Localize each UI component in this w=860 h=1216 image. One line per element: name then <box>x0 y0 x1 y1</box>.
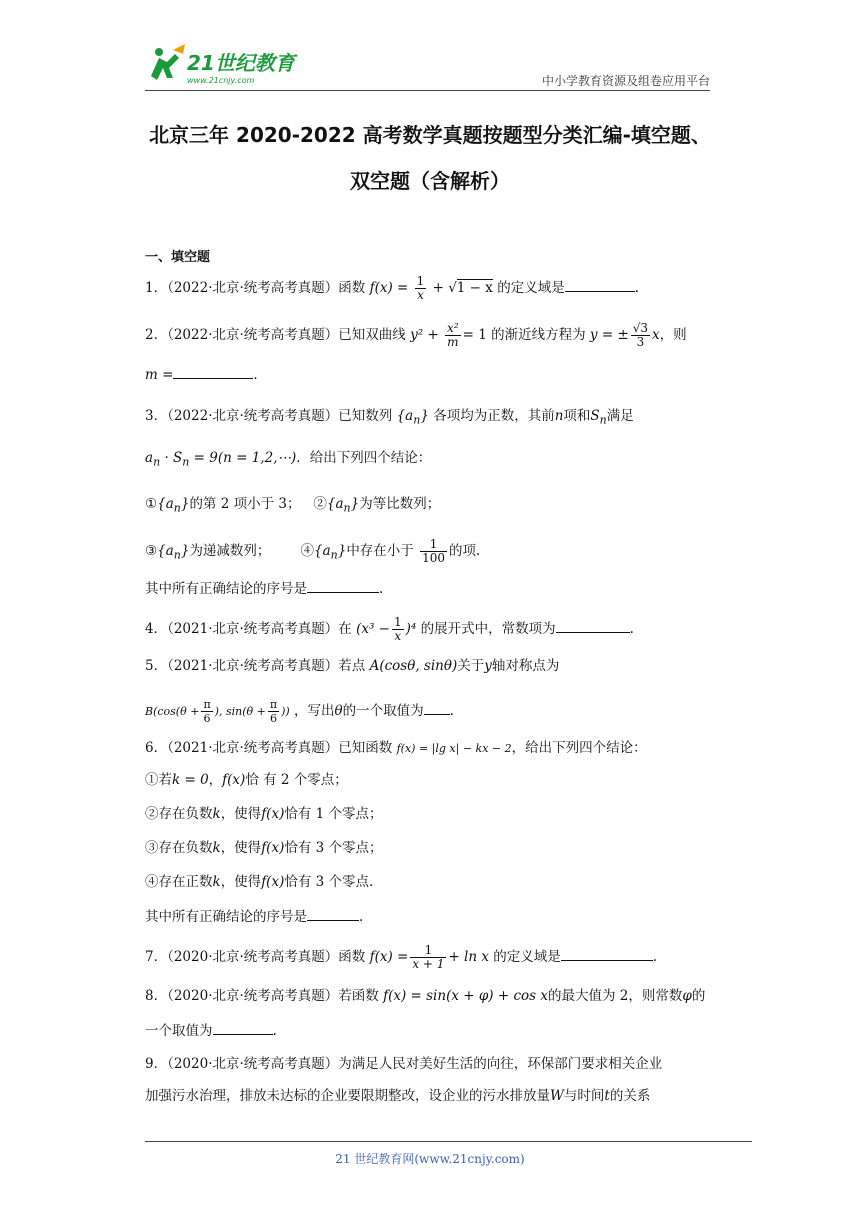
page-title <box>120 112 740 204</box>
answer-blank[interactable] <box>565 277 635 292</box>
answer-blank[interactable] <box>173 364 253 379</box>
question-3-conclusions-2: $③\{a_n\}$为递减数列； $④\{a_n\}$中存在小于 $\frac{1}{100}$ 的项. <box>145 537 481 565</box>
page-header <box>145 40 710 91</box>
question-3-conclusions-1: $①\{a_n\}$的第 2 项小于 3； $②\{a_n\}$为等比数列； <box>145 496 441 515</box>
question-8-line-2: 一个取值为 . <box>145 1020 277 1041</box>
question-9: 9．（2020·北京·统考高考真题）为满足人民对美好生活的向往，环保部门要求相关企业 <box>145 1056 663 1072</box>
question-2: 2．（2022·北京·统考高考真题）已知双曲线 y² + $\frac{\text{x²}}{m}$ = 1 的渐近线方程为 y = ± $\frac{√3}{3}$ x，则 <box>145 321 687 349</box>
platform-label: 中小学教育资源及组卷应用平台 <box>541 74 710 88</box>
answer-blank[interactable] <box>561 946 653 961</box>
section-heading: 一、填空题 <box>145 250 211 265</box>
question-9-line-2: 加强污水治理，排放未达标的企业要限期整改，设企业的污水排放量W与时间t的关系 <box>145 1088 651 1104</box>
logo-url: www.21cnjy.com <box>187 76 255 85</box>
question-3-ask: 其中所有正确结论的序号是 . <box>145 578 383 599</box>
footer-link[interactable]: 21 世纪教育网(www.21cnjy.com) <box>335 1152 525 1166</box>
question-5: 5．（2021·北京·统考高考真题）若点 A(cosθ, sinθ)关于y轴对称点为 <box>145 658 560 674</box>
answer-blank[interactable] <box>424 700 450 715</box>
footer-divider <box>145 1141 752 1142</box>
question-3: 3．（2022·北京·统考高考真题）已知数列 $\{a_n\}$ 各项均为正数，其前n项和$S_n$满足 <box>145 408 634 427</box>
title-line-1: 北京三年 2020-2022 高考数学真题按题型分类汇编-填空题、 <box>149 123 711 147</box>
question-6-c1: ①若k = 0，f(x)恰 有 2 个零点； <box>145 772 348 788</box>
question-6-ask: 其中所有正确结论的序号是 . <box>145 906 363 927</box>
title-line-2: 双空题（含解析） <box>350 169 510 193</box>
answer-blank[interactable] <box>307 578 379 593</box>
question-4: 4．（2021·北京·统考高考真题）在 (x³ − $\frac{1}{x}$ )⁴ 的展开式中，常数项为 . <box>145 615 634 643</box>
question-7: 7．（2020·北京·统考高考真题）函数 f(x) = $\frac{1}{x + 1}$ + ln x 的定义域是 . <box>145 943 658 971</box>
question-6: 6．（2021·北京·统考高考真题）已知函数 f(x) = |lg x| − kx − 2，给出下列四个结论： <box>145 740 647 756</box>
question-6-c2: ②存在负数k，使得f(x)恰有 1 个零点； <box>145 806 383 822</box>
question-5-line-2: B(cos(θ + $\frac{\pi}{6}$ ), sin(θ + $\frac{\pi}{6}$ )) ，写出θ的一个取值为 . <box>145 698 454 725</box>
logo-icon <box>145 40 305 88</box>
answer-blank[interactable] <box>307 906 359 921</box>
question-6-c4: ④存在正数k，使得f(x)恰有 3 个零点. <box>145 874 374 890</box>
question-8: 8．（2020·北京·统考高考真题）若函数 f(x) = sin(x + φ) + cos x的最大值为 2，则常数φ的 <box>145 988 706 1004</box>
logo-text: 21世纪教育 <box>187 51 295 75</box>
question-3-line-2: $a_n \cdot S_n = 9(n$ = 1,2,⋯)．给出下列四个结论： <box>145 450 432 469</box>
question-1: 1．（2022·北京·统考高考真题）函数 f(x) = $\frac{1}{x}$ + √1 − x 的定义域是 . <box>145 274 639 302</box>
answer-blank[interactable] <box>213 1020 273 1035</box>
answer-blank[interactable] <box>556 618 630 633</box>
question-6-c3: ③存在负数k，使得f(x)恰有 3 个零点； <box>145 840 383 856</box>
question-2-line-2: m = . <box>145 364 258 385</box>
